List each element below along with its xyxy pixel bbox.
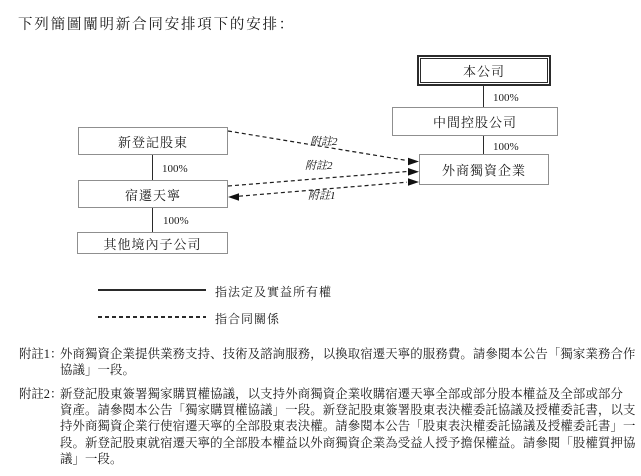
- legend-dashed-label: 指合同關係: [215, 312, 281, 326]
- box-suqian-tianning-label: 宿遷天寧: [124, 187, 181, 203]
- box-wfoe-label: 外商獨資企業: [441, 163, 526, 178]
- footnote-1-body: [60, 346, 638, 378]
- footnote-1-line: 外商獨資企業提供業務支持、技術及諮詢服務，以換取宿遷天寧的服務費。請參閱本公告「獨家業務合作: [60, 347, 636, 361]
- footnote-1-label: 附註1：: [19, 347, 63, 361]
- box-company-label: 本公司: [420, 58, 548, 83]
- arrowhead-into-suqian: [228, 193, 239, 201]
- ownership-pct-company-holdco: 100%: [493, 92, 519, 104]
- footnote-2-line: 議」一段。: [60, 451, 123, 466]
- footnote-2-line: 持外商獨資企業行使宿遷天寧的全部股東表決權。請參閱本公告「股東表決權委託協議及授權委託書」一: [60, 419, 636, 434]
- footnote-2-line: 段。新登記股東就宿遷天寧的全部股本權益以外商獨資企業為受益人授予擔保權益。請參閱「股權質押協: [60, 435, 636, 450]
- arrow-label-note2-upper: 附註2: [310, 136, 338, 148]
- dashed-arrow-suqian-to-wfoe: [228, 172, 407, 187]
- box-intermediate-holdco-label: 中間控股公司: [432, 115, 517, 130]
- footnote-2-line: 新登記股東簽署獨家購買權協議，以支持外商獨資企業收購宿遷天寧全部或部分股本權益及全部或部分: [60, 387, 623, 401]
- ownership-pct-suqian-subsidiaries: 100%: [163, 215, 189, 227]
- box-other-domestic-subsidiaries-label: 其他境內子公司: [103, 236, 202, 252]
- ownership-pct-shareholders-suqian: 100%: [162, 163, 188, 175]
- ownership-pct-holdco-wfoe: 100%: [493, 141, 519, 153]
- box-new-registered-shareholders-label: 新登記股東: [117, 134, 188, 150]
- footnote-2-label: 附註2：: [19, 387, 63, 401]
- legend-dashed-line-sample: [98, 316, 206, 318]
- footnote-1-line: 協議」一段。: [60, 363, 136, 378]
- arrowhead-into-wfoe-middle: [408, 168, 419, 176]
- legend-solid-line-sample: [98, 289, 206, 291]
- arrow-label-note1: 附註1: [308, 190, 336, 202]
- footnote-2: [19, 386, 639, 467]
- footnote-2-body: [60, 386, 638, 467]
- page-title: 下列簡圖闡明新合同安排項下的安排：: [18, 17, 296, 33]
- legend-solid-label: 指法定及實益所有權: [215, 285, 333, 299]
- footnote-1: [19, 346, 639, 378]
- arrowhead-into-wfoe-top: [408, 158, 419, 166]
- footnote-2-line: 資產。請參閱本公告「獨家購買權協議」一段。新登記股東簽署股東表決權委託協議及授權委託書，以支: [60, 403, 636, 418]
- arrowhead-into-wfoe-bottom: [408, 178, 419, 186]
- arrow-label-note2-lower: 附註2: [305, 160, 333, 172]
